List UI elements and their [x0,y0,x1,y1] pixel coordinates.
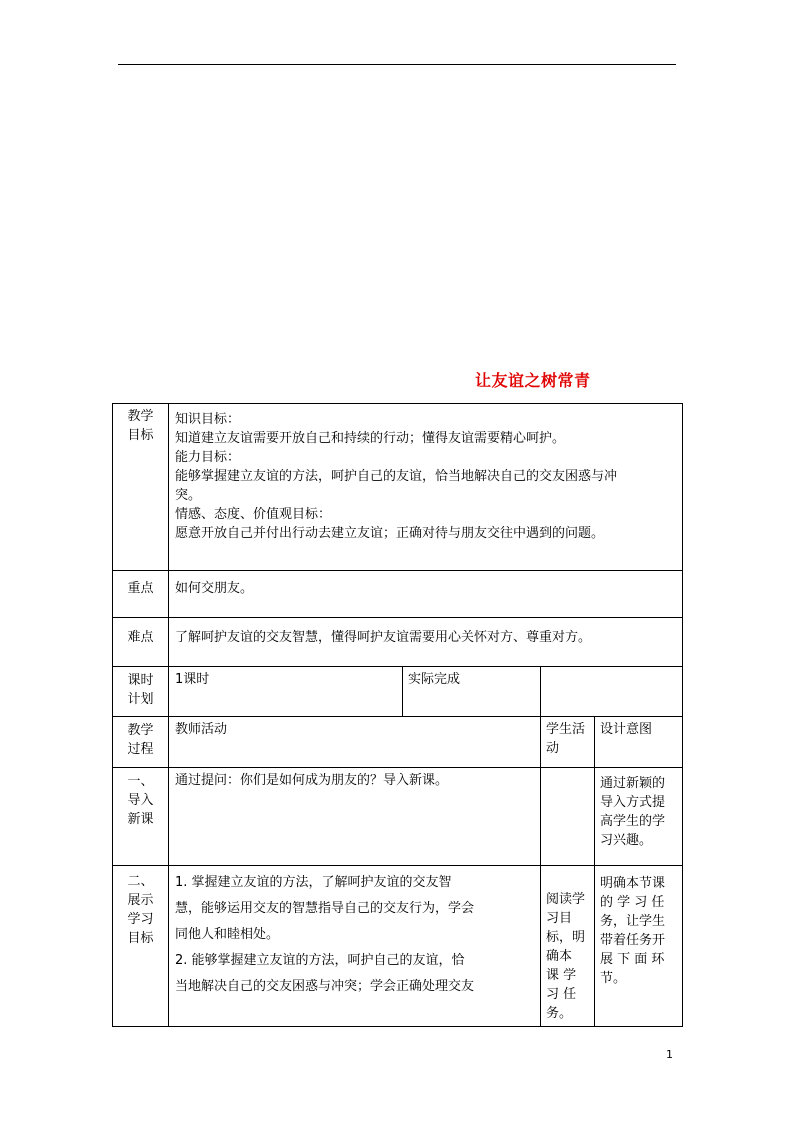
lesson-plan-table [112,403,683,1027]
objective-line: 能力目标： [175,450,241,465]
step-intro-teacher: 通过提问：你们是如何成为朋友的？导入新课。 [169,768,541,866]
document-title: 让友谊之树常青 [475,371,591,390]
schedule-label: 课时 计划 [113,667,169,717]
schedule-actual-label: 实际完成 [403,667,541,717]
step-goals-student: 阅读学习目 标，明确本 课 学 习 任 务。 [541,866,595,1027]
header-rule [118,64,676,65]
process-label: 教学 过程 [113,717,169,768]
design-intent-header: 设计意图 [595,717,683,768]
objective-line: 能够掌握建立友谊的方法，呵护自己的友谊，恰当地解决自己的交友困惑与冲 [175,469,618,484]
objective-line: 知识目标： [175,412,241,427]
schedule-row [113,667,683,717]
key-point-content: 如何交朋友。 [169,571,683,618]
objective-line: 情感、态度、价值观目标： [175,507,332,522]
objectives-content [169,404,683,571]
objectives-label: 教学 目标 [113,404,169,571]
objective-line: 愿意开放自己并付出行动去建立友谊；正确对待与朋友交往中遇到的问题。 [175,526,605,541]
step-goals-teacher: 1. 掌握建立友谊的方法，了解呵护友谊的交友智 慧，能够运用交友的智慧指导自己的交友行为，学会 同他人和睦相处。 2. 能够掌握建立友谊的方法，呵护自己的友谊，恰 当地解决自己的交友困惑与冲突；学会正确处理交友 [169,866,541,1027]
step-intro-row [113,768,683,866]
objective-line: 突。 [175,488,202,503]
difficulty-row [113,618,683,667]
step-intro-intent: 通过新颖的 导入方式提 高学生的学 习兴趣。 [595,768,683,866]
step-goals-intent: 明确本节课 的 学 习 任 务，让学生 带着任务开 展 下 面 环 节。 [595,866,683,1027]
step-intro-student [541,768,595,866]
step-goals-row [113,866,683,1027]
objective-line: 知道建立友谊需要开放自己和持续的行动；懂得友谊需要精心呵护。 [175,431,566,446]
page-number: 1 [666,1048,673,1061]
key-point-label: 重点 [113,571,169,618]
key-point-row [113,571,683,618]
difficulty-content: 了解呵护友谊的交友智慧，懂得呵护友谊需要用心关怀对方、尊重对方。 [169,618,683,667]
objectives-row [113,404,683,571]
step-intro-label: 一、 导入 新课 [113,768,169,866]
difficulty-label: 难点 [113,618,169,667]
student-activity-header: 学生活动 [541,717,595,768]
step-goals-label: 二、 展示 学习 目标 [113,866,169,1027]
schedule-actual-value [541,667,683,717]
schedule-hours: 1课时 [169,667,403,717]
teacher-activity-header: 教师活动 [169,717,541,768]
process-header-row [113,717,683,768]
